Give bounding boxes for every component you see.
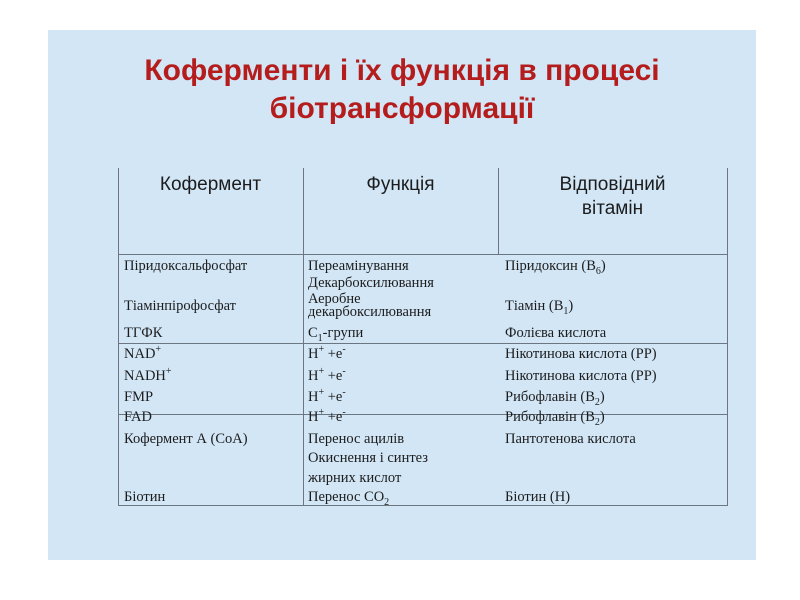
cell-subscript: 2 [594, 416, 600, 428]
cell-text: ) [600, 258, 606, 274]
title-line-1: Коферменти і їх функція в процесі [144, 54, 660, 87]
table-cell [505, 408, 605, 426]
table-cell: Переамінування [308, 258, 409, 274]
cell-text: NADH [124, 368, 166, 384]
table-cell: Піридоксальфосфат [124, 258, 248, 274]
row-divider [118, 414, 728, 415]
table-cell: FAD [124, 409, 152, 425]
table-cell: Нікотинова кислота (РР) [505, 346, 657, 362]
table-cell [505, 257, 606, 275]
cell-superscript: - [342, 387, 346, 399]
cell-text: Рибофлавін (В [505, 389, 595, 405]
cell-superscript: - [342, 366, 346, 378]
cell-subscript: 1 [563, 305, 569, 317]
coenzyme-table [118, 168, 728, 506]
cell-superscript: + [165, 366, 172, 378]
cell-text: +е [324, 346, 343, 362]
cell-text: Перенос СО [308, 489, 385, 505]
table-cell [308, 488, 389, 506]
table-cell: Біотин [124, 489, 166, 505]
table-cell: Кофермент А (СоА) [124, 431, 248, 447]
table-cell [124, 367, 172, 385]
cell-text: ) [599, 409, 605, 425]
cell-text: декарбоксилювання [308, 304, 432, 320]
table-cell: Тіамінпірофосфат [124, 298, 236, 314]
cell-subscript: 1 [317, 332, 323, 344]
column-divider [303, 168, 304, 506]
table-cell [308, 324, 363, 342]
cell-text: Рибофлавін (В [505, 409, 595, 425]
cell-subscript: 2 [384, 496, 390, 508]
cell-text: ) [599, 389, 605, 405]
table-right-border [727, 168, 728, 506]
header-vitamin [498, 173, 727, 221]
table-cell [124, 345, 161, 363]
table-cell: жирних кислот [308, 470, 402, 486]
table-cell [308, 367, 346, 385]
cell-text: NAD [124, 346, 156, 362]
cell-text: ) [568, 298, 574, 314]
cell-superscript: + [318, 387, 325, 399]
cell-text: Н [308, 346, 319, 362]
cell-text: Аеробне [308, 291, 361, 307]
cell-text: -групи [322, 325, 364, 341]
header-vitamin-line2: вітамін [581, 198, 644, 219]
cell-text: Н [308, 389, 319, 405]
table-cell [308, 293, 431, 319]
cell-text: Н [308, 409, 319, 425]
table-cell [308, 388, 346, 406]
cell-text: Н [308, 368, 319, 384]
table-bottom-border [118, 505, 728, 506]
table-left-border [118, 168, 119, 506]
row-divider [118, 254, 728, 255]
title-line-2: біотрансформації [269, 92, 535, 125]
cell-superscript: + [318, 407, 325, 419]
cell-subscript: 2 [594, 396, 600, 408]
table-cell: Біотин (Н) [505, 489, 571, 505]
table-cell [308, 408, 346, 426]
table-cell: Окиснення і синтез [308, 450, 429, 466]
page-title [48, 52, 756, 128]
cell-text: +е [324, 409, 343, 425]
table-cell: Декарбоксилювання [308, 275, 434, 291]
header-function: Функція [366, 174, 435, 195]
cell-subscript: 6 [595, 265, 601, 277]
cell-superscript: + [318, 366, 325, 378]
cell-text: Піридоксин (В [505, 258, 596, 274]
cell-superscript: + [318, 344, 325, 356]
row-divider [118, 343, 728, 344]
table-cell: FMP [124, 389, 154, 405]
table-cell [505, 388, 605, 406]
cell-text: Тіамін (В [505, 298, 564, 314]
cell-superscript: - [342, 344, 346, 356]
slide-background [48, 30, 756, 560]
cell-superscript: - [342, 407, 346, 419]
table-cell [505, 297, 573, 315]
table-cell: Фолієва кислота [505, 325, 607, 341]
table-cell: ТГФК [124, 325, 163, 341]
table-cell: Нікотинова кислота (РР) [505, 368, 657, 384]
cell-text: +е [324, 368, 343, 384]
header-vitamin-line1: Відповідний [559, 174, 666, 195]
cell-text: С [308, 325, 318, 341]
table-cell [308, 345, 346, 363]
table-cell: Перенос ацилів [308, 431, 405, 447]
cell-text: +е [324, 389, 343, 405]
table-cell: Пантотенова кислота [505, 431, 636, 447]
cell-superscript: + [155, 344, 162, 356]
header-coenzyme: Кофермент [159, 174, 262, 195]
